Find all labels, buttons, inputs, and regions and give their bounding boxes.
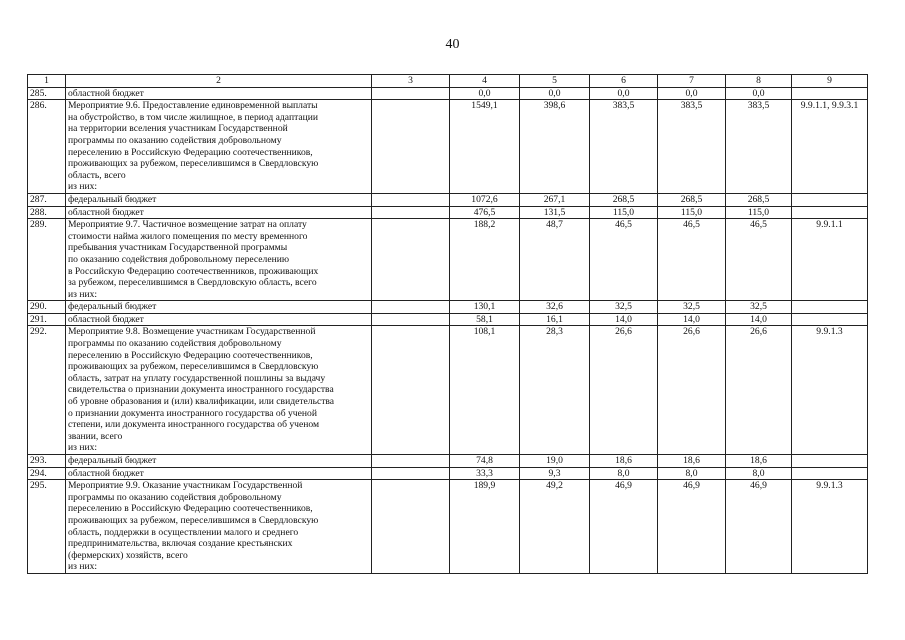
row-name: Мероприятие 9.8. Возмещение участникам Государственной программы по оказанию содействия добровольному переселению в Российскую Федерацию соотечественников, проживающих за рубежом, переселившимся в Свердловскую область, затрат на уплату государственной пошлины за выдачу свидетельства о признании документа иностранного государства об уровне образования и (или) квалификации, или свидетельства о признании документа иностранного государства об ученой степени, или документа иностранного государства об ученом звании, всего из них:: [66, 326, 372, 455]
column-header: 5: [520, 75, 590, 88]
cell-col6: 46,9: [590, 480, 658, 574]
cell-col7: 383,5: [658, 100, 726, 194]
table-row: [28, 193, 868, 206]
row-name: областной бюджет: [66, 313, 372, 326]
column-header: 8: [726, 75, 792, 88]
row-name: федеральный бюджет: [66, 193, 372, 206]
cell-col4: 1072,6: [450, 193, 520, 206]
cell-col4: 0,0: [450, 87, 520, 100]
cell-col6: 46,5: [590, 219, 658, 301]
cell-col5: 19,0: [520, 455, 590, 468]
cell-col8: 0,0: [726, 87, 792, 100]
row-number: 285.: [28, 87, 66, 100]
cell-col6: 18,6: [590, 455, 658, 468]
cell-col7: 8,0: [658, 467, 726, 480]
cell-col7: 26,6: [658, 326, 726, 455]
cell-col3: [372, 467, 450, 480]
page-number: 40: [445, 37, 460, 52]
row-name: Мероприятие 9.9. Оказание участникам Государственной программы по оказанию содействия добровольному переселению в Российскую Федерацию соотечественников, проживающих за рубежом, переселившимся в Свердловскую область, поддержки в осуществлении малого и среднего предпринимательства, включая создание крестьянских (фермерских) хозяйств, всего из них:: [66, 480, 372, 574]
cell-col6: 383,5: [590, 100, 658, 194]
column-header: 7: [658, 75, 726, 88]
cell-col9: 9.9.1.1, 9.9.3.1: [792, 100, 868, 194]
table-header-row: [28, 75, 868, 88]
cell-col6: 26,6: [590, 326, 658, 455]
cell-col8: 18,6: [726, 455, 792, 468]
table-row: [28, 100, 868, 194]
row-name: федеральный бюджет: [66, 455, 372, 468]
row-name: федеральный бюджет: [66, 301, 372, 314]
row-name: областной бюджет: [66, 87, 372, 100]
cell-col9: 9.9.1.3: [792, 480, 868, 574]
cell-col7: 268,5: [658, 193, 726, 206]
cell-col4: 188,2: [450, 219, 520, 301]
cell-col9: [792, 467, 868, 480]
cell-col5: 267,1: [520, 193, 590, 206]
cell-col6: 268,5: [590, 193, 658, 206]
cell-col8: 268,5: [726, 193, 792, 206]
cell-col5: 0,0: [520, 87, 590, 100]
cell-col4: 58,1: [450, 313, 520, 326]
cell-col9: [792, 455, 868, 468]
row-name: Мероприятие 9.7. Частичное возмещение затрат на оплату стоимости найма жилого помещения по месту временного пребывания участникам Государственной программы по оказанию содействия добровольному переселению в Российскую Федерацию соотечественников, проживающих за рубежом, переселившимся в Свердловскую область, всего из них:: [66, 219, 372, 301]
table-row: [28, 313, 868, 326]
cell-col5: 48,7: [520, 219, 590, 301]
column-header: 4: [450, 75, 520, 88]
cell-col4: 476,5: [450, 206, 520, 219]
cell-col5: 9,3: [520, 467, 590, 480]
row-number: 294.: [28, 467, 66, 480]
row-number: 292.: [28, 326, 66, 455]
cell-col4: 130,1: [450, 301, 520, 314]
cell-col9: 9.9.1.3: [792, 326, 868, 455]
cell-col3: [372, 326, 450, 455]
cell-col8: 115,0: [726, 206, 792, 219]
cell-col9: [792, 301, 868, 314]
cell-col9: [792, 193, 868, 206]
row-name: областной бюджет: [66, 206, 372, 219]
cell-col8: 46,5: [726, 219, 792, 301]
cell-col3: [372, 100, 450, 194]
column-header: 2: [66, 75, 372, 88]
row-number: 293.: [28, 455, 66, 468]
column-header: 3: [372, 75, 450, 88]
cell-col8: 383,5: [726, 100, 792, 194]
cell-col9: [792, 87, 868, 100]
cell-col4: 74,8: [450, 455, 520, 468]
row-name: областной бюджет: [66, 467, 372, 480]
table-row: [28, 206, 868, 219]
cell-col8: 8,0: [726, 467, 792, 480]
table-row: [28, 301, 868, 314]
column-header: 6: [590, 75, 658, 88]
cell-col4: 1549,1: [450, 100, 520, 194]
cell-col6: 32,5: [590, 301, 658, 314]
budget-table: [27, 74, 868, 574]
cell-col7: 115,0: [658, 206, 726, 219]
cell-col5: 16,1: [520, 313, 590, 326]
cell-col5: 398,6: [520, 100, 590, 194]
cell-col3: [372, 480, 450, 574]
table-row: [28, 87, 868, 100]
cell-col7: 14,0: [658, 313, 726, 326]
row-name: Мероприятие 9.6. Предоставление единовременной выплаты на обустройство, в том числе жилищное, в период адаптации на территории вселения участникам Государственной программы по оказанию содействия добровольному переселению в Российскую Федерацию соотечественников, проживающих за рубежом, переселившимся в Свердловскую область, всего из них:: [66, 100, 372, 194]
cell-col3: [372, 455, 450, 468]
cell-col7: 46,9: [658, 480, 726, 574]
cell-col6: 14,0: [590, 313, 658, 326]
cell-col6: 115,0: [590, 206, 658, 219]
column-header: 1: [28, 75, 66, 88]
column-header: 9: [792, 75, 868, 88]
row-number: 289.: [28, 219, 66, 301]
cell-col3: [372, 219, 450, 301]
table-row: [28, 455, 868, 468]
cell-col9: [792, 206, 868, 219]
cell-col6: 0,0: [590, 87, 658, 100]
row-number: 290.: [28, 301, 66, 314]
cell-col5: 32,6: [520, 301, 590, 314]
row-number: 286.: [28, 100, 66, 194]
table-row: [28, 467, 868, 480]
cell-col4: 33,3: [450, 467, 520, 480]
cell-col3: [372, 313, 450, 326]
row-number: 288.: [28, 206, 66, 219]
cell-col3: [372, 206, 450, 219]
table-row: [28, 480, 868, 574]
cell-col6: 8,0: [590, 467, 658, 480]
cell-col3: [372, 301, 450, 314]
cell-col8: 46,9: [726, 480, 792, 574]
cell-col5: 28,3: [520, 326, 590, 455]
cell-col5: 131,5: [520, 206, 590, 219]
cell-col8: 32,5: [726, 301, 792, 314]
table-body: [28, 87, 868, 573]
cell-col3: [372, 87, 450, 100]
cell-col8: 14,0: [726, 313, 792, 326]
row-number: 287.: [28, 193, 66, 206]
cell-col7: 32,5: [658, 301, 726, 314]
cell-col7: 18,6: [658, 455, 726, 468]
cell-col7: 46,5: [658, 219, 726, 301]
cell-col4: 108,1: [450, 326, 520, 455]
cell-col9: 9.9.1.1: [792, 219, 868, 301]
cell-col5: 49,2: [520, 480, 590, 574]
row-number: 291.: [28, 313, 66, 326]
row-number: 295.: [28, 480, 66, 574]
cell-col9: [792, 313, 868, 326]
table-row: [28, 326, 868, 455]
table-row: [28, 219, 868, 301]
cell-col7: 0,0: [658, 87, 726, 100]
cell-col3: [372, 193, 450, 206]
cell-col4: 189,9: [450, 480, 520, 574]
cell-col8: 26,6: [726, 326, 792, 455]
